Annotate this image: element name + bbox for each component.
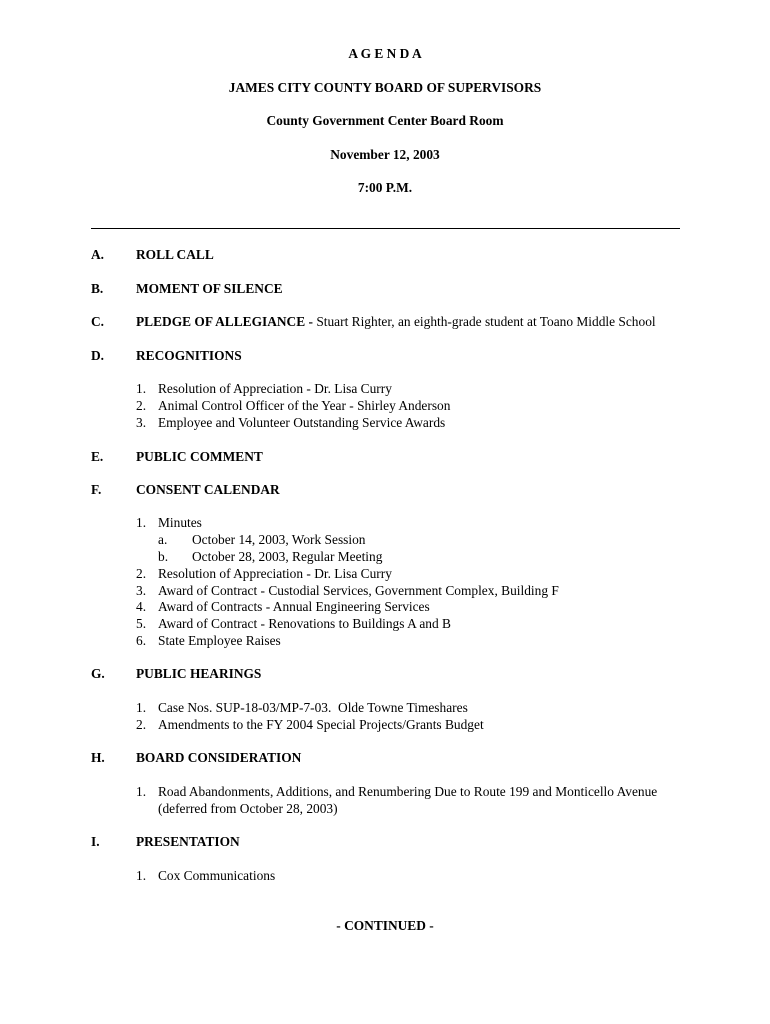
meeting-date: November 12, 2003 (330, 147, 440, 162)
section-title-public-comment: PUBLIC COMMENT (136, 449, 263, 464)
item-text: Minutes (158, 515, 202, 530)
sub-list-item (158, 532, 365, 549)
item-text: Resolution of Appreciation - Dr. Lisa Curry (158, 566, 392, 581)
item-letter: b. (158, 549, 169, 564)
section-letter-f: F. (91, 482, 102, 497)
list-item (136, 599, 430, 616)
section-letter-g: G. (91, 666, 105, 681)
item-text: October 14, 2003, Work Session (192, 532, 366, 547)
item-number: 2. (136, 717, 147, 732)
item-text: Employee and Volunteer Outstanding Service Awards (158, 415, 446, 430)
item-number: 1. (136, 381, 147, 396)
section-letter-c: C. (91, 314, 105, 329)
item-number: 3. (136, 583, 147, 598)
section-title-pledge: PLEDGE OF ALLEGIANCE - (136, 314, 313, 329)
section-title-roll-call: ROLL CALL (136, 247, 214, 262)
item-number: 1. (136, 784, 147, 799)
section-title-moment-of-silence: MOMENT OF SILENCE (136, 281, 283, 296)
list-item (136, 398, 450, 415)
item-number: 1. (136, 868, 147, 883)
section-title-board-consideration: BOARD CONSIDERATION (136, 750, 302, 765)
item-text: Resolution of Appreciation - Dr. Lisa Curry (158, 381, 392, 396)
item-text-continuation: (deferred from October 28, 2003) (158, 801, 338, 816)
item-number: 1. (136, 700, 147, 715)
meeting-time: 7:00 P.M. (357, 180, 413, 195)
item-text: Animal Control Officer of the Year - Shirley Anderson (158, 398, 451, 413)
item-text: Amendments to the FY 2004 Special Projects/Grants Budget (158, 717, 484, 732)
section-letter-a: A. (91, 247, 105, 262)
list-item (136, 633, 281, 650)
list-item (136, 566, 392, 583)
item-letter: a. (158, 532, 168, 547)
list-item (136, 415, 445, 432)
section-letter-e: E. (91, 449, 104, 464)
item-number: 5. (136, 616, 147, 631)
section-letter-i: I. (91, 834, 100, 849)
section-letter-b: B. (91, 281, 104, 296)
item-text: Award of Contract - Custodial Services, Government Complex, Building F (158, 583, 559, 598)
list-item (136, 700, 468, 717)
item-text: Award of Contract - Renovations to Buildings A and B (158, 616, 451, 631)
item-number: 2. (136, 566, 147, 581)
item-number: 1. (136, 515, 147, 530)
agenda-title: A G E N D A (348, 46, 422, 61)
meeting-location: County Government Center Board Room (266, 113, 504, 128)
board-name: JAMES CITY COUNTY BOARD OF SUPERVISORS (228, 80, 542, 95)
section-letter-h: H. (91, 750, 105, 765)
list-item (136, 784, 657, 801)
section-title-public-hearings: PUBLIC HEARINGS (136, 666, 262, 681)
section-title-consent-calendar: CONSENT CALENDAR (136, 482, 280, 497)
list-item (136, 616, 451, 633)
section-title-presentation: PRESENTATION (136, 834, 240, 849)
section-pledge (136, 314, 656, 331)
pledge-detail: Stuart Righter, an eighth-grade student at Toano Middle School (312, 314, 656, 329)
item-text: Case Nos. SUP-18-03/MP-7-03. Olde Towne Timeshares (158, 700, 468, 715)
section-letter-d: D. (91, 348, 105, 363)
list-item (136, 717, 484, 734)
list-item (136, 868, 275, 885)
section-title-recognitions: RECOGNITIONS (136, 348, 242, 363)
list-item (136, 515, 202, 532)
list-item (136, 381, 392, 398)
continued-label: - CONTINUED - (336, 918, 434, 933)
item-text: Road Abandonments, Additions, and Renumbering Due to Route 199 and Monticello Avenue (158, 784, 658, 799)
item-text: Award of Contracts - Annual Engineering Services (158, 599, 430, 614)
item-text: October 28, 2003, Regular Meeting (192, 549, 383, 564)
item-number: 2. (136, 398, 147, 413)
sub-list-item (158, 549, 382, 566)
item-text: State Employee Raises (158, 633, 281, 648)
item-number: 4. (136, 599, 147, 614)
header-divider (91, 228, 680, 229)
item-text: Cox Communications (158, 868, 276, 883)
item-number: 3. (136, 415, 147, 430)
list-item (136, 583, 559, 600)
item-number: 6. (136, 633, 147, 648)
